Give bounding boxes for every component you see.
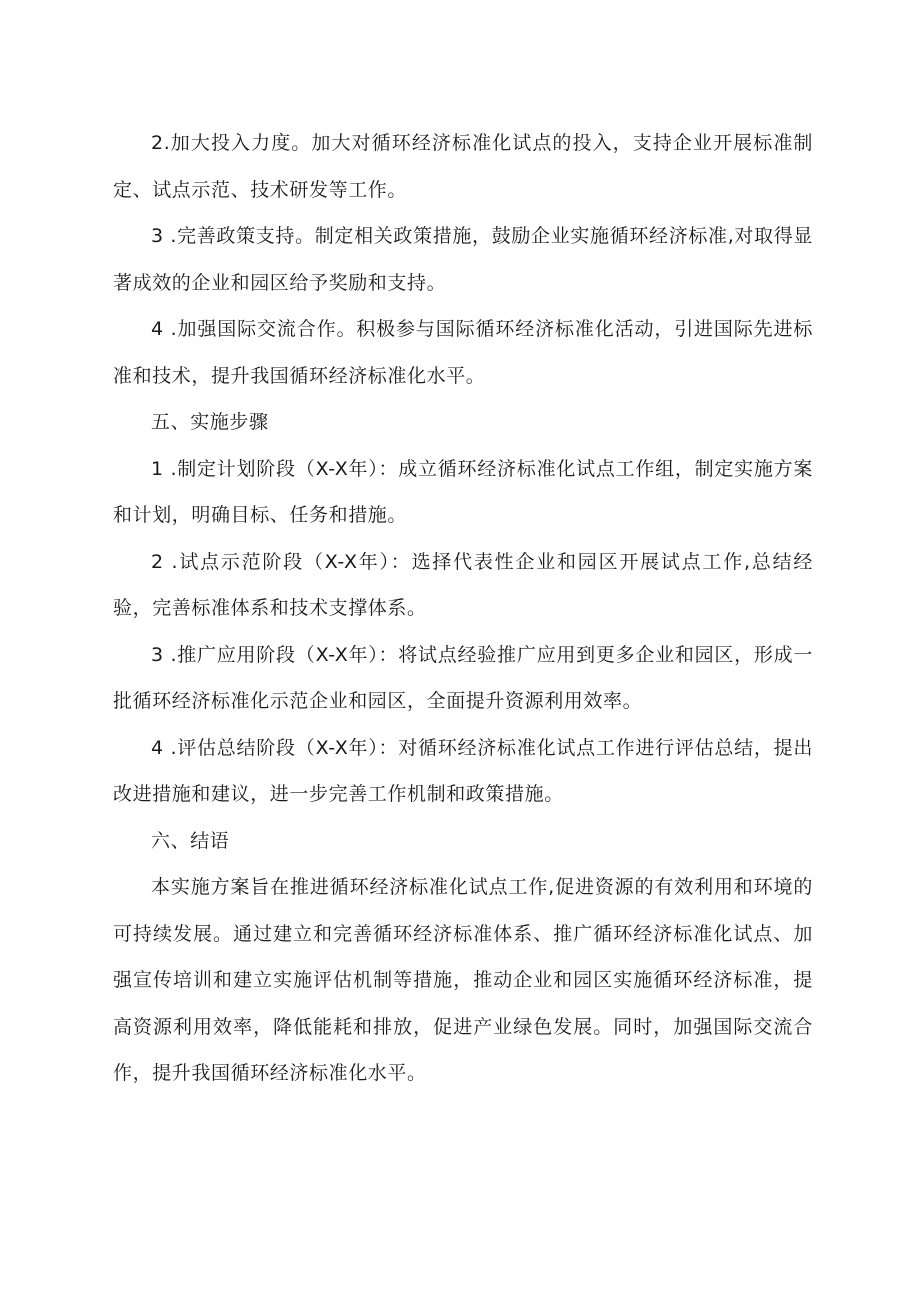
paragraph-step-planning: 1 .制定计划阶段（X-X年）：成立循环经济标准化试点工作组，制定实施方案和计划，明确目标、任务和措施。 [113, 457, 813, 526]
paragraph-measure-cooperation: 4 .加强国际交流合作。积极参与国际循环经济标准化活动，引进国际先进标准和技术，提升我国循环经济标准化水平。 [113, 318, 813, 387]
document-body [113, 120, 813, 1097]
paragraph-step-evaluation: 4 .评估总结阶段（X-X年）：对循环经济标准化试点工作进行评估总结，提出改进措施和建议，进一步完善工作机制和政策措施。 [113, 736, 813, 805]
paragraph-conclusion: 本实施方案旨在推进循环经济标准化试点工作,促进资源的有效利用和环境的可持续发展。通过建立和完善循环经济标准体系、推广循环经济标准化试点、加强宣传培训和建立实施评估机制等措施，推动企业和园区实施循环经济标准，提高资源利用效率，降低能耗和排放，促进产业绿色发展。同时，加强国际交流合作，提升我国循环经济标准化水平。 [113, 876, 813, 1084]
section-heading-implementation-steps: 五、实施步骤 [151, 411, 269, 433]
paragraph-measure-policy: 3 .完善政策支持。制定相关政策措施，鼓励企业实施循环经济标准,对取得显著成效的企业和园区给予奖励和支持。 [113, 225, 813, 294]
paragraph-step-promotion: 3 .推广应用阶段（X-X年）：将试点经验推广应用到更多企业和园区，形成一批循环经济标准化示范企业和园区，全面提升资源利用效率。 [113, 643, 813, 712]
paragraph-measure-investment: 2.加大投入力度。加大对循环经济标准化试点的投入，支持企业开展标准制定、试点示范、技术研发等工作。 [113, 132, 813, 201]
paragraph-step-pilot: 2 .试点示范阶段（X-X年）：选择代表性企业和园区开展试点工作,总结经验，完善标准体系和技术支撑体系。 [113, 550, 813, 619]
section-heading-conclusion: 六、结语 [151, 829, 230, 852]
